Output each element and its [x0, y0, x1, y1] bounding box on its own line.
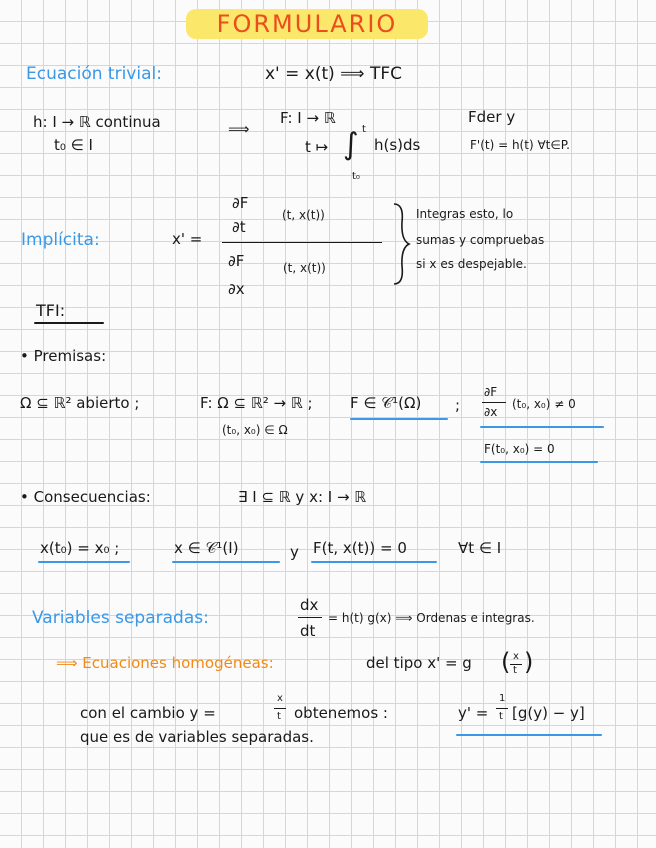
implies-arrow: ⟹	[228, 120, 250, 138]
homogeneous-type: del tipo x' = g	[366, 654, 472, 672]
implicit-note-line2: sumas y compruebas	[416, 233, 545, 247]
tfi-heading: TFI:	[36, 301, 66, 320]
tfi-underline	[34, 322, 104, 324]
cons-class: x ∈ 𝒞¹(I)	[174, 539, 239, 557]
change-fraction-bar	[274, 708, 286, 709]
t0-condition: t₀ ∈ I	[54, 136, 93, 154]
homogeneous-heading: ⟹ Ecuaciones homogéneas:	[56, 654, 274, 672]
paren-open: (	[501, 648, 511, 676]
numerator-args: (t, x(t))	[282, 208, 325, 222]
F-definition: F: I → ℝ	[280, 109, 336, 127]
denominator-dx: ∂x	[228, 280, 245, 298]
premise-open-set: Ω ⊆ ℝ² abierto ;	[20, 394, 140, 412]
deriv-underline	[480, 426, 604, 428]
result-rest: [g(y) − y]	[512, 704, 585, 722]
result-lhs: y' =	[458, 704, 489, 722]
implicit-lhs: x' =	[172, 230, 203, 248]
consequences-text: ∃ I ⊆ ℝ y x: I → ℝ	[238, 488, 367, 506]
separated-rhs: = h(t) g(x) ⟹ Ordenas e integras.	[328, 611, 535, 625]
change-frac-den: t	[277, 711, 281, 722]
dt-den: dt	[300, 622, 316, 640]
deriv-den: ∂x	[484, 405, 498, 419]
homog-frac-num: x	[513, 651, 519, 662]
denominator-args: (t, x(t))	[283, 261, 326, 275]
denominator-dF: ∂F	[228, 252, 245, 270]
integral-sign: ∫	[343, 127, 359, 162]
homog-frac-den: t	[513, 665, 517, 676]
consequences-label: • Consecuencias:	[20, 488, 151, 506]
premise-class-underline	[350, 418, 448, 420]
result-fraction-bar	[496, 708, 508, 709]
result-underline	[456, 734, 602, 736]
deriv-condition: (t₀, x₀) ≠ 0	[512, 397, 576, 411]
trivial-heading: Ecuación trivial:	[26, 64, 162, 84]
zero-underline	[480, 461, 598, 463]
integral-upper-limit: t	[362, 124, 366, 135]
cons-and: y	[290, 543, 299, 561]
cons-initial-underline	[38, 561, 130, 563]
fder-formula: F'(t) = h(t) ∀t∈P.	[470, 138, 570, 152]
cons-class-underline	[172, 561, 280, 563]
page-title: FORMULARIO	[186, 9, 428, 39]
result-frac-den: t	[499, 711, 503, 722]
premise-point: (t₀, x₀) ∈ Ω	[222, 423, 288, 437]
continuity-condition: h: I → ℝ continua	[33, 113, 161, 131]
premises-label: • Premisas:	[20, 347, 107, 365]
premise-class: F ∈ 𝒞¹(Ω)	[350, 394, 422, 412]
paren-close: )	[524, 648, 534, 676]
conclusion-text: que es de variables separadas.	[80, 728, 314, 746]
implicit-fraction-bar	[222, 242, 382, 243]
cons-identity: F(t, x(t)) = 0	[313, 539, 407, 557]
dxdt-fraction-bar	[298, 617, 322, 618]
right-brace	[392, 202, 412, 286]
dx-num: dx	[300, 596, 319, 614]
numerator-dt: ∂t	[232, 218, 246, 236]
F-mapping: t ↦	[305, 138, 329, 156]
integrand: h(s)ds	[374, 136, 421, 154]
premise-separator: ;	[455, 396, 461, 414]
change-text: con el cambio y =	[80, 704, 216, 722]
result-frac-num: 1	[499, 693, 506, 704]
numerator-dF: ∂F	[232, 194, 249, 212]
integral-lower-limit: t₀	[352, 171, 360, 182]
separated-heading: Variables separadas:	[32, 608, 209, 628]
change-frac-num: x	[277, 693, 283, 704]
cons-initial-value: x(t₀) = x₀ ;	[40, 539, 120, 557]
fder-label: Fder y	[468, 108, 516, 126]
trivial-formula: x' = x(t) ⟹ TFC	[265, 64, 402, 84]
cons-forall: ∀t ∈ I	[458, 539, 502, 557]
cons-identity-underline	[311, 561, 437, 563]
deriv-num: ∂F	[484, 385, 498, 399]
premise-F: F: Ω ⊆ ℝ² → ℝ ;	[200, 394, 313, 412]
implicit-note-line1: Integras esto, lo	[416, 207, 514, 221]
zero-condition: F(t₀, x₀) = 0	[484, 442, 555, 456]
obtain-text: obtenemos :	[294, 704, 388, 722]
implicit-note-line3: si x es despejable.	[416, 257, 527, 271]
implicit-heading: Implícita:	[21, 230, 100, 250]
deriv-fraction-bar	[482, 402, 506, 403]
